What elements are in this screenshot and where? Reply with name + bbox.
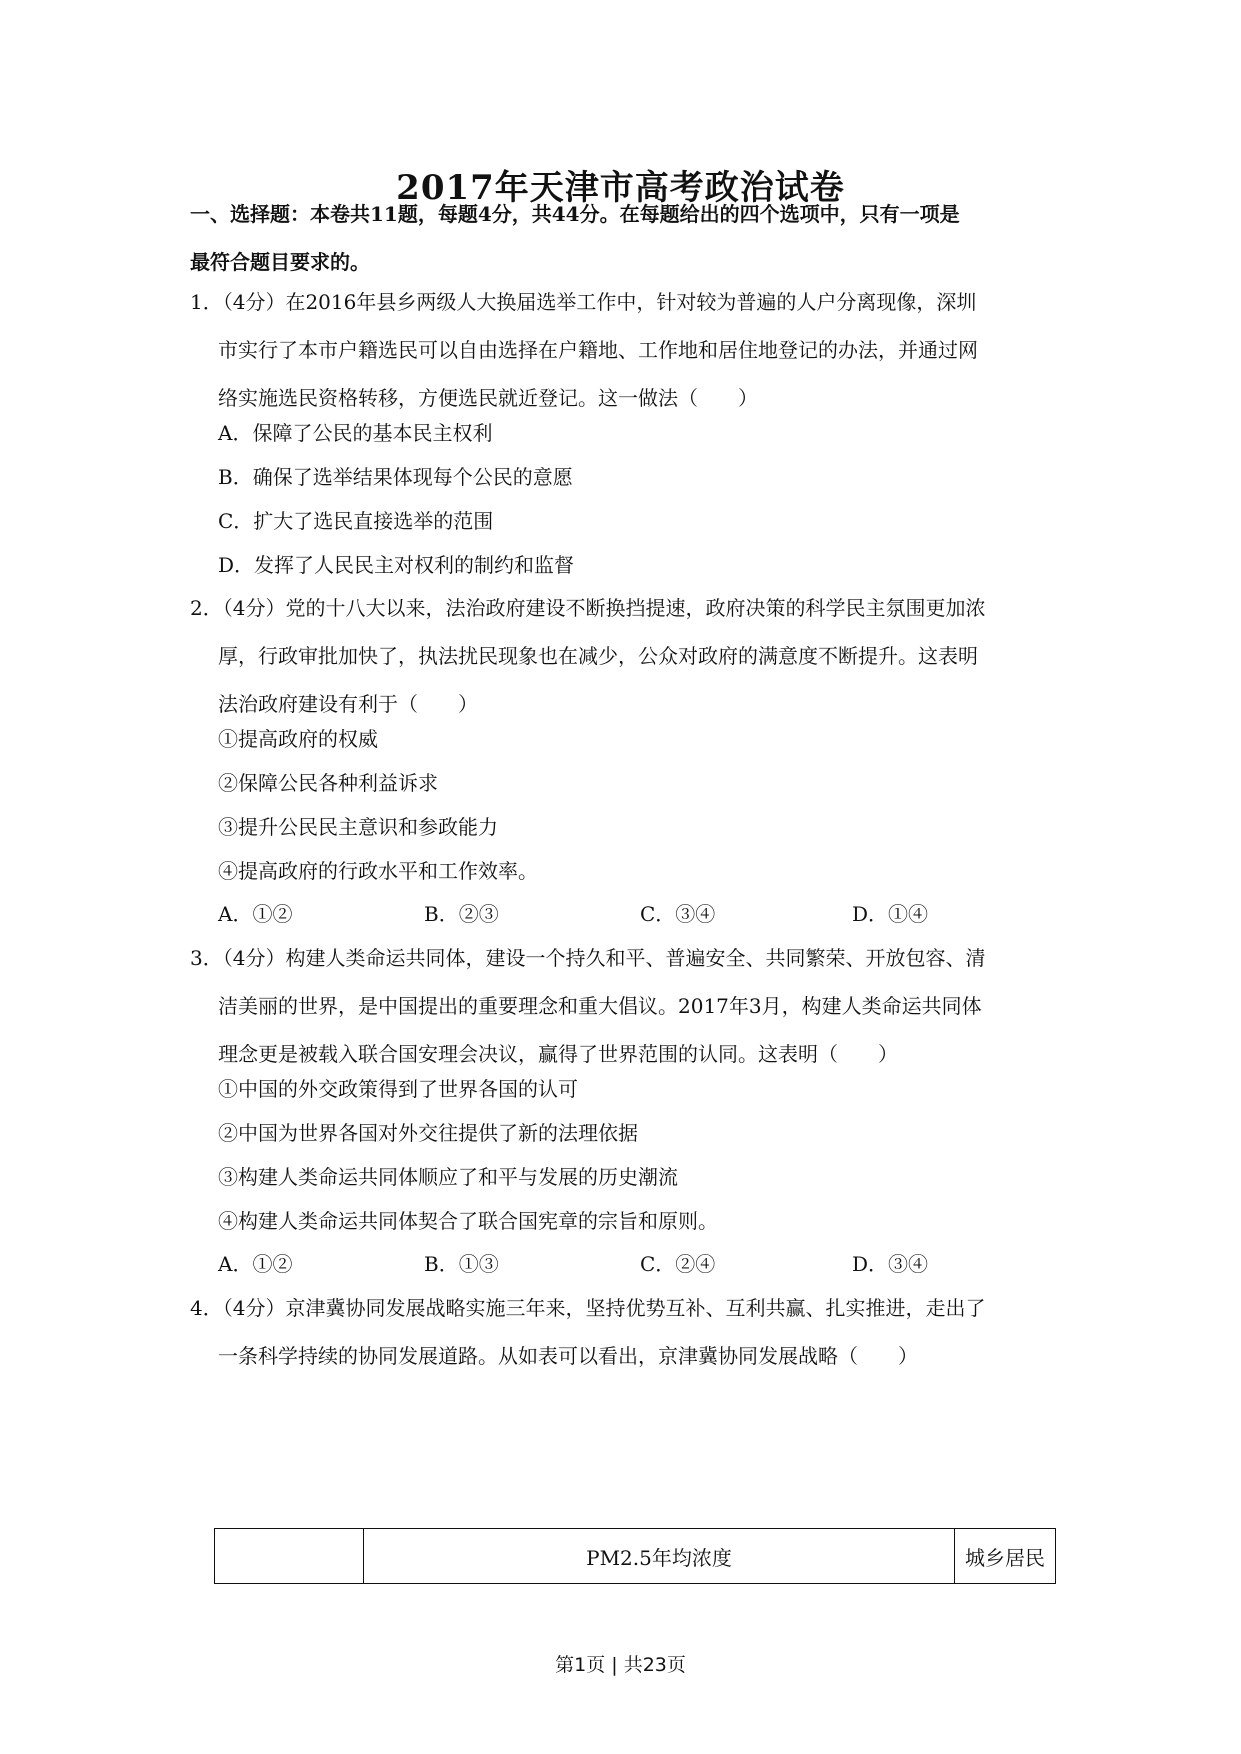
section-heading-line: 一、选择题：本卷共11题，每题4分，共44分。在每题给出的四个选项中，只有一项是 <box>190 202 960 226</box>
question-stem-line: 理念更是被载入联合国安理会决议，赢得了世界范围的认同。这表明（ ） <box>218 1042 898 1066</box>
question-3-choices <box>218 1240 1038 1288</box>
choice-d: D．①④ <box>852 902 929 926</box>
question-3-statement-3: ③构建人类命运共同体顺应了和平与发展的历史潮流 <box>218 1165 678 1189</box>
choice-c: C．③④ <box>640 902 716 926</box>
page-footer: 第1页 | 共23页 <box>555 1654 686 1676</box>
section-heading-line: 最符合题目要求的。 <box>190 250 370 274</box>
question-stem-line: 厚，行政审批加快了，执法扰民现象也在减少，公众对政府的满意度不断提升。这表明 <box>218 644 978 668</box>
question-3-statement-2: ②中国为世界各国对外交往提供了新的法理依据 <box>218 1121 638 1145</box>
choice-a: A．①② <box>218 1252 293 1276</box>
question-stem-line: 一条科学持续的协同发展道路。从如表可以看出，京津冀协同发展战略（ ） <box>218 1344 918 1368</box>
question-stem-line: 洁美丽的世界，是中国提出的重要理念和重大倡议。2017年3月，构建人类命运共同体 <box>218 994 982 1018</box>
question-stem-line: 市实行了本市户籍选民可以自由选择在户籍地、工作地和居住地登记的办法，并通过网 <box>218 338 978 362</box>
table-cell: PM2.5年均浓度 <box>364 1529 955 1584</box>
choice-b: B．②③ <box>424 902 499 926</box>
section-heading <box>190 190 1060 286</box>
question-3-stem <box>190 934 1060 1078</box>
question-2-statement-4: ④提高政府的行政水平和工作效率。 <box>218 859 538 883</box>
question-1-stem <box>190 278 1060 422</box>
question-3-statement-1: ①中国的外交政策得到了世界各国的认可 <box>218 1077 578 1101</box>
choice-b: B．①③ <box>424 1252 499 1276</box>
question-2-choices <box>218 890 1038 938</box>
question-4-stem <box>190 1284 1060 1380</box>
question-stem-line: 3．（4分）构建人类命运共同体，建设一个持久和平、普遍安全、共同繁荣、开放包容、清 <box>190 946 986 970</box>
question-1-option-b: B．确保了选举结果体现每个公民的意愿 <box>218 465 573 489</box>
question-4-table <box>214 1528 1056 1584</box>
table-cell <box>215 1529 364 1584</box>
question-stem-line: 4．（4分）京津冀协同发展战略实施三年来，坚持优势互补、互利共赢、扎实推进，走出了 <box>190 1296 986 1320</box>
table-cell: 城乡居民 <box>955 1529 1056 1584</box>
choice-c: C．②④ <box>640 1252 716 1276</box>
question-2-stem <box>190 584 1060 728</box>
choice-a: A．①② <box>218 902 293 926</box>
question-1-option-d: D．发挥了人民民主对权利的制约和监督 <box>218 553 575 577</box>
question-3-statement-4: ④构建人类命运共同体契合了联合国宪章的宗旨和原则。 <box>218 1209 718 1233</box>
question-1-option-c: C．扩大了选民直接选举的范围 <box>218 509 494 533</box>
question-2-statement-2: ②保障公民各种利益诉求 <box>218 771 438 795</box>
page-title: 2017年天津市高考政治试卷 <box>396 168 845 208</box>
question-2-statement-1: ①提高政府的权威 <box>218 727 378 751</box>
question-stem-line: 法治政府建设有利于（ ） <box>218 692 478 716</box>
question-1-option-a: A．保障了公民的基本民主权利 <box>218 421 493 445</box>
table-row <box>215 1529 1056 1584</box>
question-stem-line: 2．（4分）党的十八大以来，法治政府建设不断换挡提速，政府决策的科学民主氛围更加浓 <box>190 596 986 620</box>
question-2-statement-3: ③提升公民民主意识和参政能力 <box>218 815 498 839</box>
choice-d: D．③④ <box>852 1252 929 1276</box>
question-stem-line: 1．（4分）在2016年县乡两级人大换届选举工作中，针对较为普遍的人户分离现像，深圳 <box>190 290 977 314</box>
question-stem-line: 络实施选民资格转移，方便选民就近登记。这一做法（ ） <box>218 386 758 410</box>
